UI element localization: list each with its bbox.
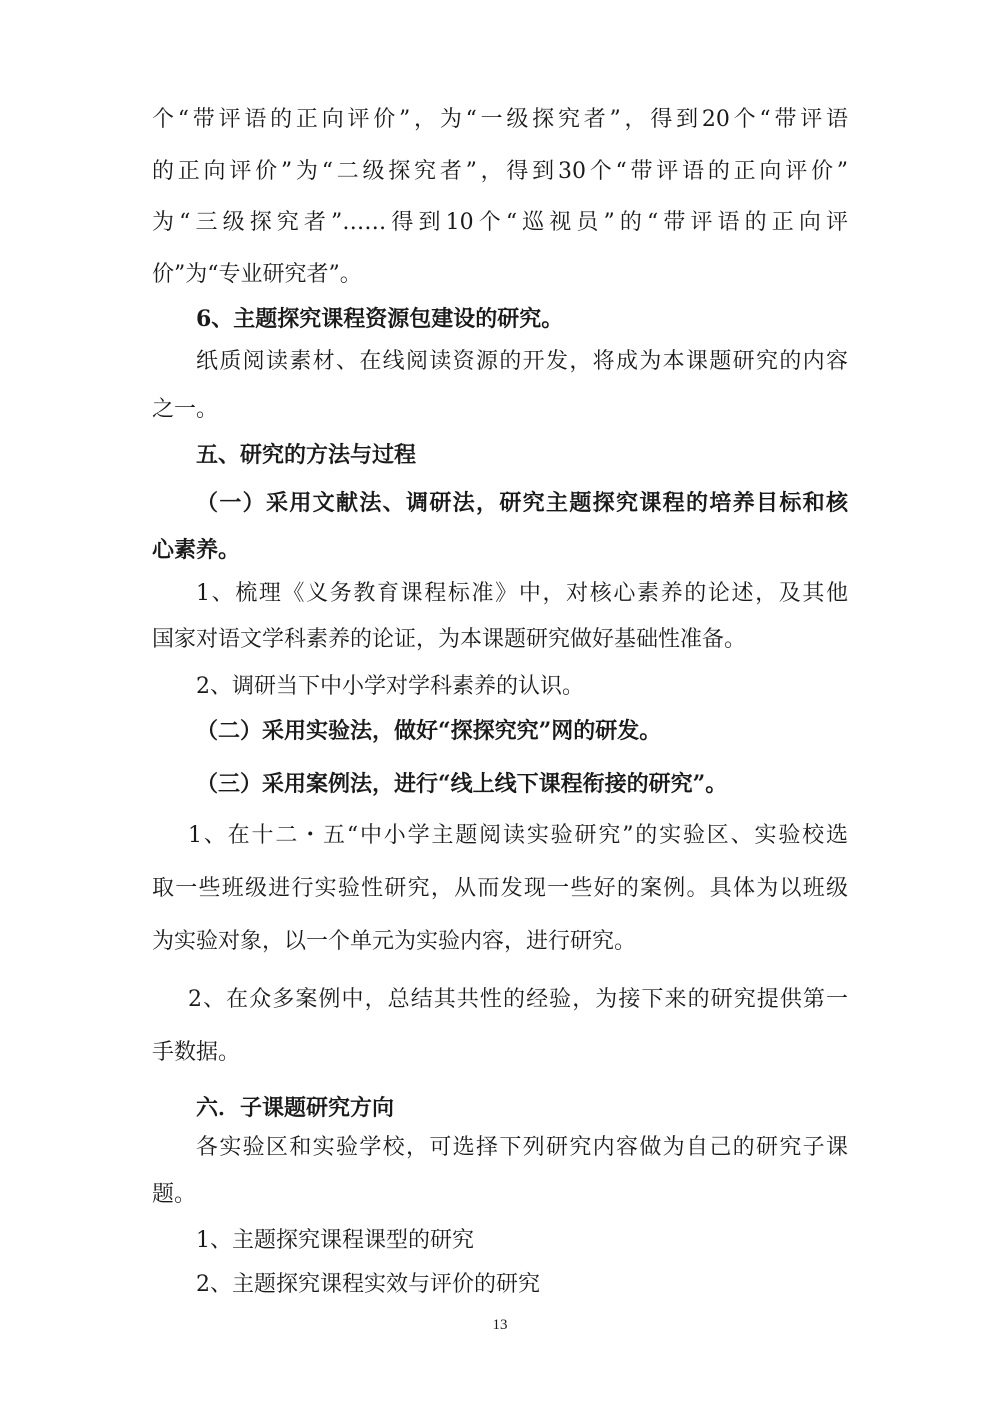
body-line-18: 为实验对象，以一个单元为实验内容，进行研究。: [152, 929, 637, 954]
body-line-22: 各实验区和实验学校，可选择下列研究内容做为自己的研究子课: [196, 1135, 848, 1160]
body-line-23: 题。: [152, 1182, 197, 1207]
body-line-24: 1、主题探究课程课型的研究: [196, 1228, 474, 1253]
body-line-4: 价”为“专业研究者”。: [152, 262, 362, 287]
body-line-12: 国家对语文学科素养的论证，为本课题研究做好基础性准备。: [152, 627, 747, 652]
body-line-20: 手数据。: [152, 1040, 241, 1065]
section-heading-5: 五、研究的方法与过程: [196, 442, 417, 468]
subsection-heading-1: （一）采用文献法、调研法，研究主题探究课程的培养目标和核: [196, 490, 848, 516]
body-line-7: 之一。: [152, 397, 219, 422]
body-line-11: 1、梳理《义务教育课程标准》中，对核心素养的论述，及其他: [196, 581, 848, 606]
subheading-resource-package: 6、主题探究课程资源包建设的研究。: [196, 306, 564, 332]
body-line-25: 2、主题探究课程实效与评价的研究: [196, 1272, 540, 1297]
section-heading-6: 六．子课题研究方向: [196, 1095, 395, 1121]
page-number: 13: [492, 1317, 508, 1333]
body-line-16: 1、在十二・五“中小学主题阅读实验研究”的实验区、实验校选: [188, 823, 848, 848]
body-line-13: 2、调研当下中小学对学科素养的认识。: [196, 674, 584, 699]
body-line-3: 为“三级探究者”……得到10个“巡视员”的“带评语的正向评: [152, 210, 848, 235]
body-line-1: 个“带评语的正向评价”，为“一级探究者”，得到20个“带评语: [152, 107, 848, 132]
body-line-19: 2、在众多案例中，总结其共性的经验，为接下来的研究提供第一: [188, 987, 848, 1012]
subsection-heading-1-cont: 心素养。: [152, 537, 241, 563]
body-line-17: 取一些班级进行实验性研究，从而发现一些好的案例。具体为以班级: [152, 876, 848, 901]
body-line-6: 纸质阅读素材、在线阅读资源的开发，将成为本课题研究的内容: [196, 349, 848, 374]
subsection-heading-2: （二）采用实验法，做好“探探究究”网的研发。: [196, 718, 662, 744]
body-line-2: 的正向评价”为“二级探究者”，得到30个“带评语的正向评价”: [152, 159, 848, 184]
subsection-heading-3: （三）采用案例法，进行“线上线下课程衔接的研究”。: [196, 771, 728, 797]
